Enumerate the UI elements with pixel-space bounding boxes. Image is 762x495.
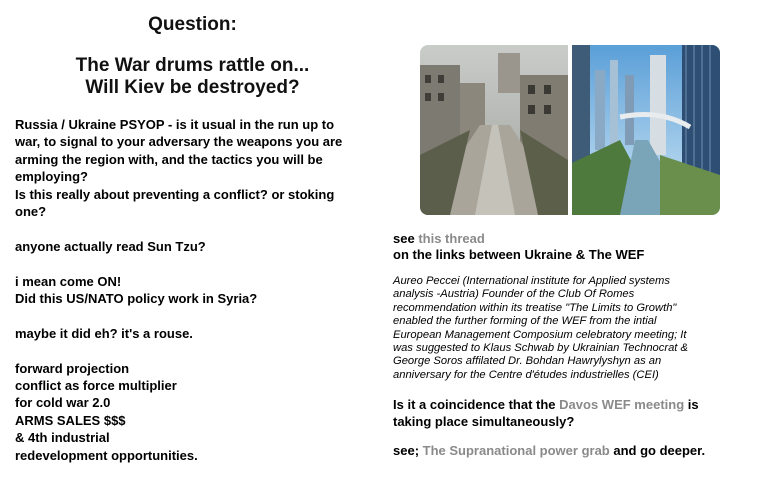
text-line: anyone actually read Sun Tzu? <box>15 238 206 254</box>
text-line: was suggested to Klaus Schwab by Ukrainian Technocrat & <box>393 342 688 355</box>
text-line: Russia / Ukraine PSYOP - is it usual in the run up to <box>15 117 335 132</box>
text-line: employing? <box>15 169 88 185</box>
text-line: & 4th industrial <box>15 430 110 446</box>
text-line: Did this US/NATO policy work in Syria? <box>15 291 258 307</box>
text-line: for cold war 2.0 <box>15 395 111 411</box>
spacer <box>15 307 375 324</box>
go-deeper-reference <box>393 443 743 459</box>
text-line: war, to signal to your adversary the weapons you are <box>15 134 343 150</box>
text-line: ARMS SALES $$$ <box>15 412 126 428</box>
text-line: redevelopment opportunities. <box>15 447 198 463</box>
text-line: conflict as force multiplier <box>15 378 177 394</box>
thread-description: on the links between Ukraine & The WEF <box>393 247 645 262</box>
text-line: i mean come ON! <box>15 273 122 289</box>
question-text: Is it a coincidence that the <box>393 397 556 412</box>
text-line: maybe it did eh? it's a rouse. <box>15 325 193 341</box>
text-line: enabled the further forming of the WEF from the intial <box>393 315 657 328</box>
text-line: Is this really about preventing a conflict? or stoking <box>15 186 335 202</box>
spacer <box>15 220 375 237</box>
headline-line-2: Will Kiev be destroyed? <box>85 77 300 98</box>
this-thread-link[interactable]: this thread <box>418 231 485 246</box>
davos-wef-meeting-link[interactable]: Davos WEF meeting <box>559 397 685 412</box>
headline-line-1: The War drums rattle on... <box>75 55 310 76</box>
text-line: one? <box>15 204 47 220</box>
history-paragraph <box>393 275 748 382</box>
text-line: Aureo Peccei (International institute for Applied systems <box>393 275 670 287</box>
text-line: analysis -Austria) Founder of the Club Of Romes <box>393 288 635 301</box>
see-label: see; <box>393 443 420 458</box>
text-line: forward projection <box>15 360 130 376</box>
supranational-power-grab-link[interactable]: The Supranational power grab <box>422 443 610 458</box>
coincidence-question <box>393 396 743 430</box>
question-text: taking place simultaneously? <box>393 414 575 429</box>
left-column <box>15 116 375 464</box>
text-line: anniversary for the Centre d'études industrielles (CEI) <box>393 368 659 381</box>
thread-reference <box>393 231 743 263</box>
go-deeper-text: and go deeper. <box>613 443 706 458</box>
text-line: George Soros affilated Dr. Bohdan Hawrylyshyn as an <box>393 355 662 368</box>
question-heading: Question: <box>148 14 237 35</box>
text-line: recommendation within its treatise "The Limits to Growth" <box>393 301 677 314</box>
text-line: European Management Composium celebratory meeting; It <box>393 328 687 341</box>
see-label: see <box>393 231 415 246</box>
text-line: arming the region with, and the tactics you will be <box>15 151 323 167</box>
city-comparison-photo <box>420 45 720 215</box>
spacer <box>15 342 375 359</box>
spacer <box>15 255 375 272</box>
question-text: is <box>687 397 699 412</box>
